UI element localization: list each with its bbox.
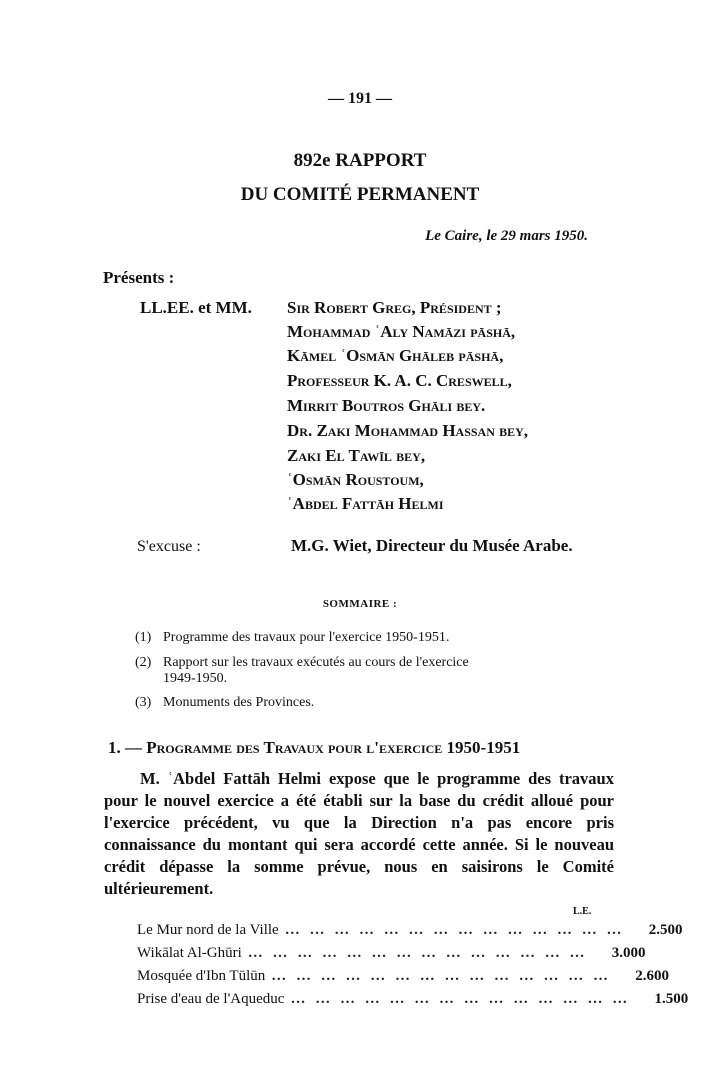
summary-item-text: Monuments des Provinces. (163, 695, 315, 710)
table-row-label: Prise d'eau de l'Aqueduc (137, 991, 285, 1007)
summary-item-number: (2) (135, 655, 152, 670)
excuse-value: M.G. Wiet, Directeur du Musée Arabe. (291, 536, 573, 555)
table-unit: L.E. (573, 906, 592, 917)
date-line: Le Caire, le 29 mars 1950. (425, 228, 588, 244)
table-row-label: Wikālat Al-Ghūri (137, 945, 242, 961)
member-4: Professeur K. A. C. Creswell, (287, 371, 512, 390)
table-row-label: Le Mur nord de la Ville (137, 922, 279, 938)
summary-item-1 (135, 630, 449, 646)
presents-label: Présents : (103, 268, 175, 287)
summary-item-2 (135, 655, 469, 671)
leader-dots: … … … … … … … … … … … … … … (284, 922, 625, 938)
member-6: Dr. Zaki Mohammad Hassan bey, (287, 421, 529, 440)
section-paragraph-text: M. ʿAbdel Fattāh Helmi expose que le programme des travaux pour le nouvel exercice a été établi sur la base du crédit alloué pour l'exercice précédent, vu que la Direction n'a pas encore pris connaissance du montant qui sera accordé cette année. Si le nouveau crédit dépasse la somme prévue, nous en saisirons le Comité ultérieurement. (104, 769, 614, 898)
section-paragraph (104, 768, 614, 900)
leader-dots: … … … … … … … … … … … … … … (247, 945, 588, 961)
summary-item-2-continuation: 1949-1950. (163, 671, 228, 686)
report-title: DU COMITÉ PERMANENT (240, 184, 480, 205)
member-9: ʿAbdel Fattāh Helmi (287, 494, 444, 513)
table-row (137, 991, 689, 1013)
member-7: Zaki El Tawīl bey, (287, 446, 426, 465)
summary-item-text: Programme des travaux pour l'exercice 1950-1951. (163, 630, 450, 645)
sommaire-heading: SOMMAIRE : (322, 598, 398, 610)
member-5: Mirrit Boutros Ghāli bey. (287, 396, 486, 415)
section-heading: 1. — Programme des Travaux pour l'exercice 1950-1951 (108, 738, 521, 757)
member-1: Sir Robert Greg, Président ; (287, 298, 502, 317)
member-3: Kāmel ʿOsmān Ghāleb pāshā, (287, 346, 504, 365)
table-row-label: Mosquée d'Ibn Tūlūn (137, 968, 266, 984)
summary-item-text: Rapport sur les travaux exécutés au cours de l'exercice (163, 655, 469, 670)
leader-dots: … … … … … … … … … … … … … … (271, 968, 611, 984)
page-number: — 191 — (328, 90, 392, 107)
member-2: Mohammad ʿAly Namāzi pāshā, (287, 322, 516, 341)
table-row-amount: 3.000 (611, 945, 646, 961)
table-row (137, 968, 669, 990)
table-row-amount: 2.600 (635, 968, 669, 984)
report-title-number: 892e RAPPORT (293, 150, 427, 171)
summary-item-number: (1) (135, 630, 152, 645)
leader-dots: … … … … … … … … … … … … … … (290, 991, 631, 1007)
summary-item-number: (3) (135, 695, 152, 710)
salutation: LL.EE. et MM. (140, 298, 252, 317)
table-row-amount: 1.500 (654, 991, 689, 1007)
member-8: ʿOsmān Roustoum, (287, 470, 424, 489)
table-row (137, 945, 646, 967)
excuse-label: S'excuse : (137, 538, 201, 555)
table-row (137, 922, 683, 944)
summary-item-3 (135, 695, 314, 711)
table-row-amount: 2.500 (648, 922, 683, 938)
